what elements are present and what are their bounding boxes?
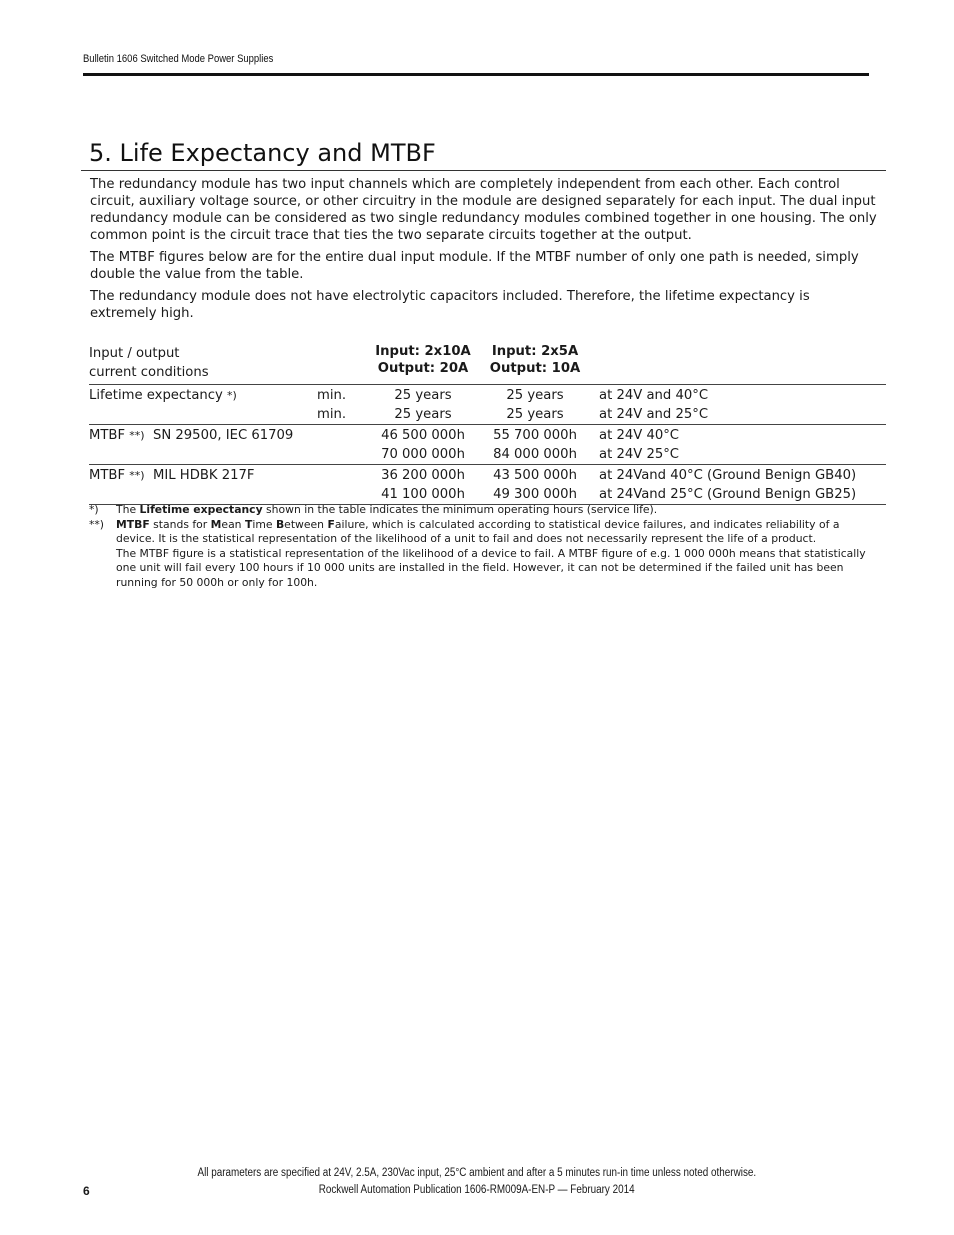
table-row (89, 445, 886, 465)
table-row (89, 405, 886, 425)
row-qualifier: min. (317, 405, 367, 425)
paragraph: The redundancy module has two input channels which are completely independent from each other. Each control circuit, auxiliary voltage source, or other circuitry in the module are designed separately for each input. The dual input redundancy module can be considered as two single redundancy modules combined together in one housing. The only common point is the circuit trace that ties the two separate circuits together at the output. (90, 177, 877, 243)
cell-value: 43 500 000h (479, 465, 591, 486)
cell-value: 55 700 000h (479, 425, 591, 446)
title-rule (81, 170, 886, 171)
footer-note: All parameters are specified at 24V, 2.5A, 230Vac input, 25°C ambient and after a 5 minutes run-in time unless noted otherwise. (197, 1167, 757, 1179)
cell-value: 84 000 000h (479, 445, 591, 465)
footnote-text: The Lifetime expectancy shown in the table indicates the minimum operating hours (service life). (116, 503, 658, 516)
footnote-lifetime (89, 503, 869, 518)
cell-condition: at 24V and 25°C (591, 405, 886, 425)
header-col-2x10a: Input: 2x10A Output: 20A (375, 344, 471, 376)
cell-value: 70 000 000h (367, 445, 479, 465)
header-label (89, 344, 317, 385)
row-label: MTBF **) SN 29500, IEC 61709 (89, 425, 367, 446)
cell-condition: at 24V and 40°C (591, 385, 886, 406)
table-header-row (89, 344, 886, 385)
section-title: 5. Life Expectancy and MTBF (89, 139, 436, 167)
footnote-mtbf (89, 518, 869, 591)
table-row (89, 485, 886, 505)
cell-value: 25 years (479, 405, 591, 425)
footnote-mark: *) (89, 503, 99, 516)
row-label: MTBF **) MIL HDBK 217F (89, 465, 367, 486)
table-row (89, 385, 886, 406)
cell-value: 25 years (367, 385, 479, 406)
cell-condition: at 24V 40°C (591, 425, 886, 446)
row-qualifier: min. (317, 385, 367, 406)
table-row (89, 425, 886, 446)
cell-condition: at 24V 25°C (591, 445, 886, 465)
row-label: Lifetime expectancy *) (89, 385, 317, 406)
cell-value: 36 200 000h (367, 465, 479, 486)
paragraph: The redundancy module does not have electrolytic capacitors included. Therefore, the lifetime expectancy is extremely high. (90, 289, 810, 321)
cell-value: 49 300 000h (479, 485, 591, 505)
header-label-line: Input / output (89, 346, 180, 361)
body-text (90, 176, 880, 327)
running-header: Bulletin 1606 Switched Mode Power Supplies (83, 53, 274, 65)
cell-condition: at 24Vand 40°C (Ground Benign GB40) (591, 465, 886, 486)
cell-value: 41 100 000h (367, 485, 479, 505)
footnote-text: MTBF stands for Mean Time Between Failure, which is calculated according to statistical device failures, and indicates reliability of a device. It is the statistical representation of the likelihood of a unit to fail and does not necessarily represent the life of a product. The MTBF figure is a statistical representation of the likelihood of a device to fail. A MTBF figure of e.g. 1 000 000h means that statistically one unit will fail every 100 hours if 10 000 units are installed in the field. However, it can not be determined if the failed unit has been running for 50 000h or only for 100h. (116, 517, 866, 589)
cell-value: 25 years (479, 385, 591, 406)
cell-value: 46 500 000h (367, 425, 479, 446)
header-col-2x5a: Input: 2x5A Output: 10A (489, 344, 581, 376)
footnotes (89, 503, 869, 590)
footnote-mark: **) (89, 517, 105, 531)
publication-line: Rockwell Automation Publication 1606-RM009A-EN-P — February 2014 (319, 1184, 635, 1196)
table-row (89, 465, 886, 486)
cell-condition: at 24Vand 25°C (Ground Benign GB25) (591, 485, 886, 505)
header-rule (83, 73, 869, 76)
mtbf-table (89, 344, 886, 505)
header-label-line: current conditions (89, 365, 209, 380)
paragraph: The MTBF figures below are for the entire dual input module. If the MTBF number of only one path is needed, simply double the value from the table. (90, 250, 859, 282)
page-number: 6 (83, 1184, 90, 1198)
cell-value: 25 years (367, 405, 479, 425)
